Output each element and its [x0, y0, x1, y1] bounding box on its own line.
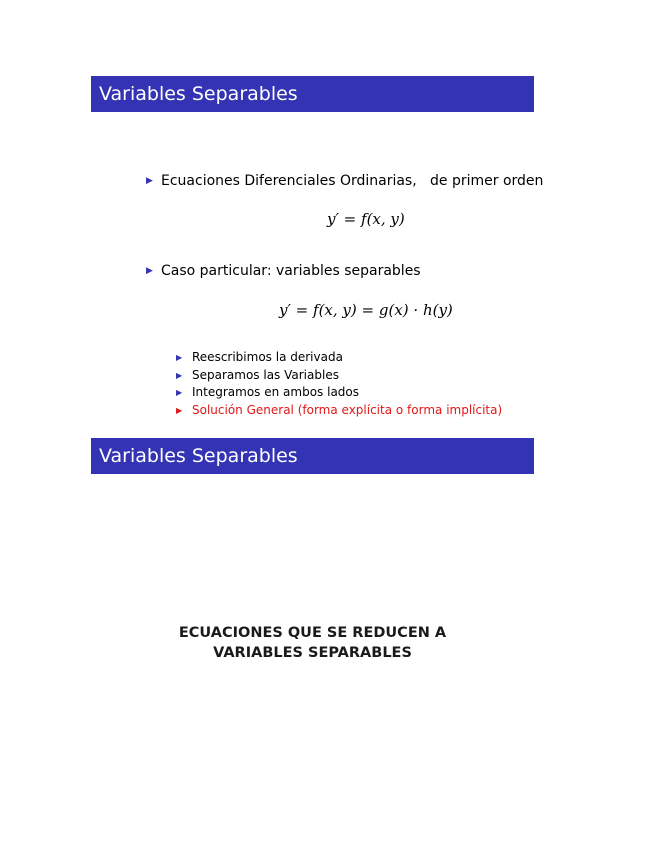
step-text: Integramos en ambos lados	[192, 385, 360, 399]
triangle-right-icon: ▶	[146, 266, 153, 276]
triangle-right-icon: ▶	[176, 405, 183, 415]
step-text: Separamos las Variables	[192, 367, 339, 382]
formula-lhs: y′	[327, 210, 339, 228]
equals-sign: =	[343, 210, 362, 228]
formula-rhs: f(x, y)	[361, 210, 405, 228]
slide-title: Variables Separables	[91, 76, 534, 112]
slide-2	[91, 438, 534, 768]
formula-rhs: g(x) · h(y)	[378, 301, 453, 319]
list-item	[176, 384, 502, 402]
triangle-right-icon: ▶	[176, 370, 183, 380]
formula-separable	[279, 301, 453, 319]
bullet-text: Ecuaciones Diferenciales Ordinarias, de primer orden	[161, 173, 544, 189]
equals-sign: =	[361, 301, 379, 319]
slide-1	[91, 76, 544, 437]
step-text: Solución General (forma explícita o forma implícita)	[192, 402, 503, 417]
slide-title: Variables Separables	[91, 438, 534, 474]
triangle-right-icon: ▶	[176, 353, 183, 362]
section-heading	[91, 623, 534, 663]
triangle-right-icon: ▶	[176, 388, 183, 397]
formula-mid: f(x, y)	[313, 301, 357, 319]
equals-sign: =	[295, 301, 314, 319]
step-text: Reescribimos la derivada	[192, 350, 343, 364]
heading-line-1: ECUACIONES QUE SE REDUCEN A	[178, 625, 447, 641]
formula-ode	[327, 210, 405, 228]
steps-list	[176, 349, 502, 419]
formula-lhs: y′	[279, 301, 291, 319]
heading-line-2: VARIABLES SEPARABLES	[213, 645, 412, 661]
triangle-right-icon: ▶	[146, 176, 153, 186]
list-item-highlight	[176, 402, 502, 420]
list-item	[176, 349, 502, 367]
bullet-item	[146, 262, 421, 280]
list-item	[176, 367, 502, 385]
bullet-item	[146, 172, 543, 190]
bullet-text: Caso particular: variables separables	[161, 263, 421, 279]
